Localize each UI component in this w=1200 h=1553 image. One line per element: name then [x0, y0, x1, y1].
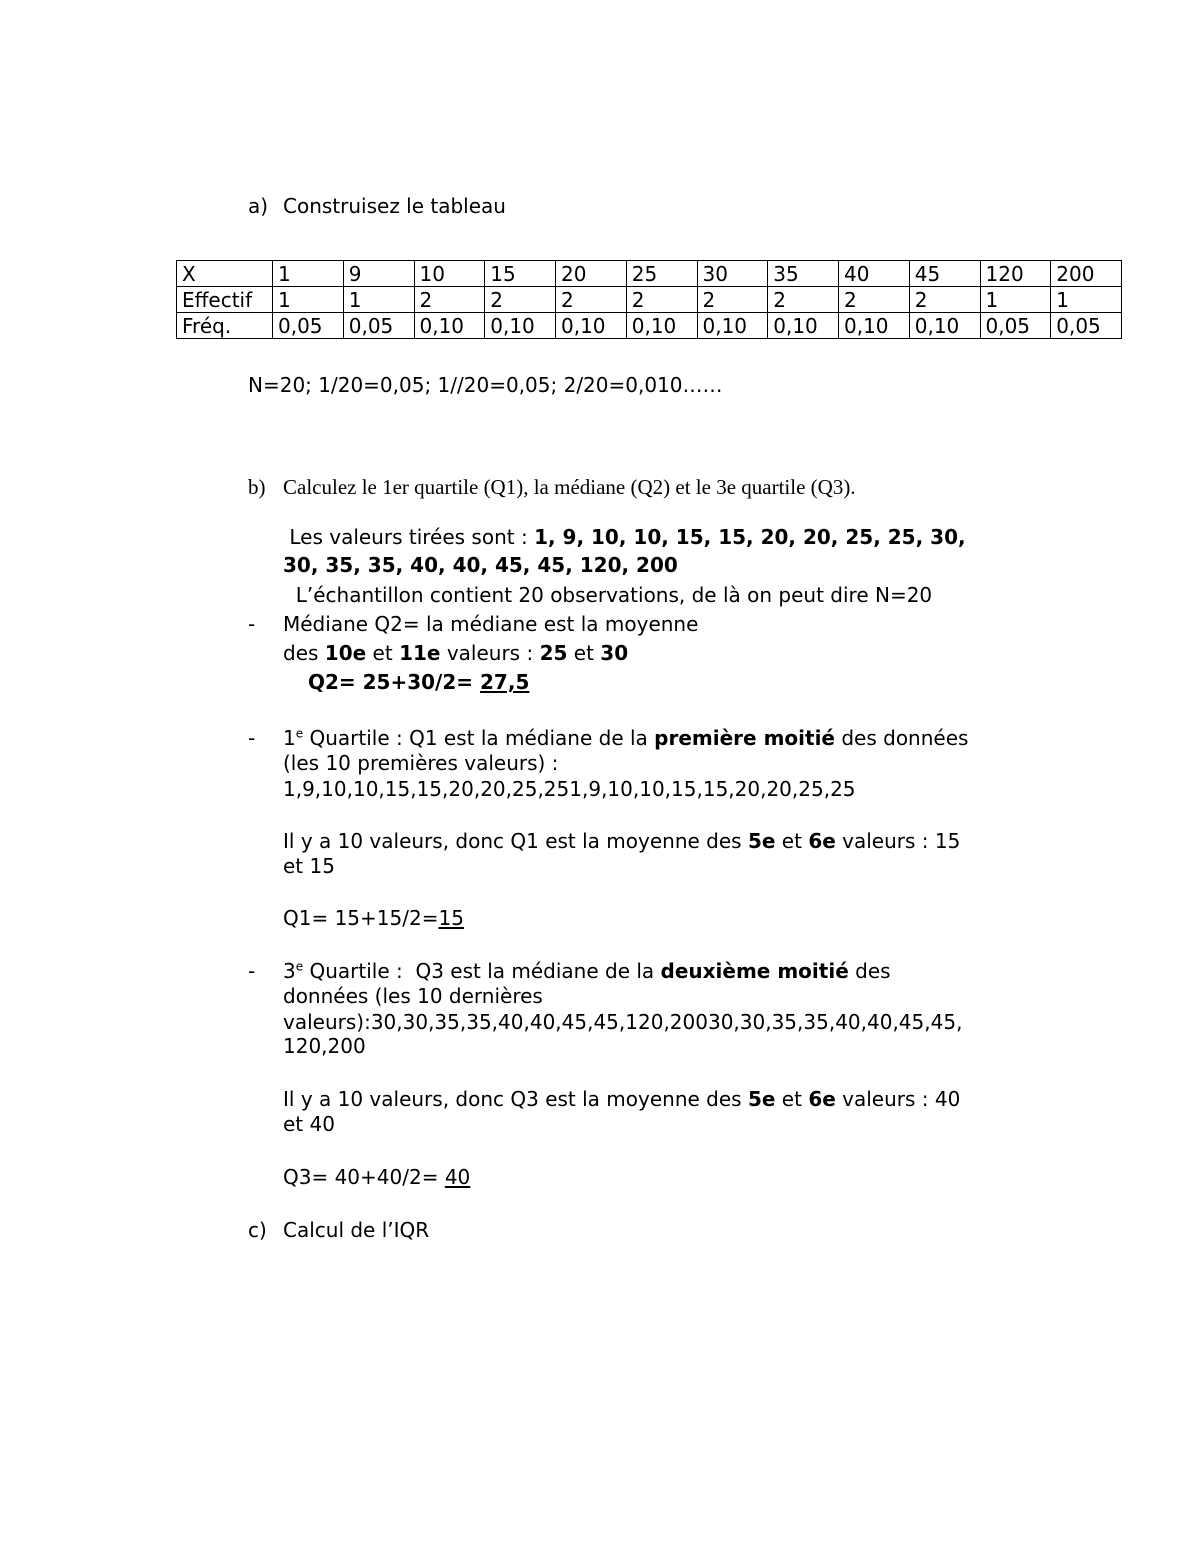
table-cell: 1	[343, 287, 414, 313]
median-bullet: -	[248, 612, 256, 636]
q3-line-2: données (les 10 dernières	[283, 984, 543, 1008]
q3-ordinal-sup: e	[295, 959, 304, 974]
part-a-label: a)	[248, 194, 269, 218]
frequency-note: N=20; 1/20=0,05; 1//20=0,05; 2/20=0,010……	[248, 373, 723, 397]
table-cell: 0,05	[1051, 313, 1122, 339]
table-cell: 0,10	[697, 313, 768, 339]
table-cell: 25	[626, 261, 697, 287]
median-value: 27,5	[480, 670, 530, 694]
q1-text: et	[775, 829, 809, 853]
frequency-table	[176, 260, 1122, 339]
q1-line-1	[283, 726, 968, 750]
values-line-2	[283, 553, 678, 577]
q3-value: 40	[444, 1165, 471, 1189]
table-cell: 9	[343, 261, 414, 287]
median-rank-10: 10e	[324, 641, 367, 665]
q1-text: des données	[834, 726, 969, 750]
values-list-2: 30, 35, 35, 40, 40, 45, 45, 120, 200	[283, 553, 678, 577]
table-cell: 200	[1051, 261, 1122, 287]
median-text: et	[567, 641, 601, 665]
q1-first-half: première moitié	[654, 726, 835, 750]
table-cell: 2	[697, 287, 768, 313]
median-value-30: 30	[600, 641, 629, 665]
table-cell: 120	[980, 261, 1051, 287]
table-cell: 1	[273, 287, 344, 313]
median-text: et	[366, 641, 400, 665]
table-cell: 1	[1051, 287, 1122, 313]
table-cell: 10	[414, 261, 485, 287]
q3-text: Il y a 10 valeurs, donc Q3 est la moyenne des	[283, 1087, 748, 1111]
row-header: Effectif	[177, 287, 273, 313]
table-cell: 45	[909, 261, 980, 287]
q3-ordinal: 3	[283, 959, 296, 983]
median-formula: Q2= 25+30/2=	[308, 670, 481, 694]
table-cell: 1	[980, 287, 1051, 313]
values-list-1: 1, 9, 10, 10, 15, 15, 20, 20, 25, 25, 30,	[534, 525, 966, 549]
table-cell: 0,10	[414, 313, 485, 339]
median-line-1: Médiane Q2= la médiane est la moyenne	[283, 612, 699, 636]
part-b-label: b)	[248, 475, 266, 499]
q1-rank-6: 6e	[808, 829, 836, 853]
table-cell: 0,05	[980, 313, 1051, 339]
q3-formula: Q3= 40+40/2=	[283, 1165, 445, 1189]
table-cell: 30	[697, 261, 768, 287]
q1-rank-5: 5e	[747, 829, 776, 853]
table-cell: 40	[839, 261, 910, 287]
q3-line-5	[283, 1087, 960, 1111]
table-cell: 0,10	[626, 313, 697, 339]
part-c-title: Calcul de l’IQR	[283, 1218, 430, 1242]
table-cell: 0,10	[909, 313, 980, 339]
q1-text: Il y a 10 valeurs, donc Q1 est la moyenne des	[283, 829, 748, 853]
table-cell: 2	[909, 287, 980, 313]
q3-result	[283, 1165, 470, 1189]
median-rank-11: 11e	[399, 641, 441, 665]
q3-text: Quartile : Q3 est la médiane de la	[303, 959, 661, 983]
median-value-25: 25	[539, 641, 568, 665]
table-cell: 2	[768, 287, 839, 313]
table-cell: 0,10	[485, 313, 556, 339]
q3-line-6: et 40	[283, 1112, 335, 1136]
part-a-title: Construisez le tableau	[283, 194, 506, 218]
q3-text: valeurs : 40	[835, 1087, 961, 1111]
q1-text: Quartile : Q1 est la médiane de la	[303, 726, 655, 750]
median-line-2	[283, 641, 628, 665]
table-cell: 0,10	[839, 313, 910, 339]
row-header: X	[177, 261, 273, 287]
q3-second-half: deuxième moitié	[660, 959, 849, 983]
table-cell: 0,10	[768, 313, 839, 339]
table-cell: 35	[768, 261, 839, 287]
q1-formula: Q1= 15+15/2=	[283, 906, 439, 930]
q3-values: valeurs):30,30,35,35,40,40,45,45,120,20030,30,35,35,40,40,45,45,	[283, 1010, 963, 1034]
table-row	[177, 261, 1122, 287]
q1-line-5: et 15	[283, 854, 335, 878]
table-cell: 1	[273, 261, 344, 287]
q1-values: 1,9,10,10,15,15,20,20,25,251,9,10,10,15,15,20,20,25,25	[283, 777, 856, 801]
q3-text: des	[848, 959, 891, 983]
q3-rank-5: 5e	[747, 1087, 776, 1111]
row-header: Fréq.	[177, 313, 273, 339]
table-cell: 0,05	[273, 313, 344, 339]
q1-bullet: -	[248, 726, 256, 750]
q1-text: valeurs : 15	[835, 829, 961, 853]
part-c-label: c)	[248, 1218, 267, 1242]
q3-bullet: -	[248, 959, 256, 983]
table-cell: 2	[414, 287, 485, 313]
q1-value: 15	[438, 906, 464, 930]
table-cell: 2	[839, 287, 910, 313]
table-cell: 2	[485, 287, 556, 313]
q1-line-4	[283, 829, 960, 853]
sample-size-line: L’échantillon contient 20 observations, de là on peut dire N=20	[283, 583, 933, 607]
median-text: valeurs :	[440, 641, 540, 665]
q1-ordinal: 1	[283, 726, 296, 750]
median-result	[308, 670, 529, 694]
values-line-1	[283, 525, 966, 549]
table-row	[177, 313, 1122, 339]
table-cell: 2	[626, 287, 697, 313]
table-cell: 15	[485, 261, 556, 287]
part-b-title: Calculez le 1er quartile (Q1), la médiane (Q2) et le 3e quartile (Q3).	[283, 475, 856, 499]
table-row	[177, 287, 1122, 313]
q3-line-1	[283, 959, 891, 983]
table-cell: 20	[556, 261, 627, 287]
table-cell: 0,05	[343, 313, 414, 339]
table-cell: 0,10	[556, 313, 627, 339]
q1-ordinal-sup: e	[295, 726, 304, 741]
q3-values-cont: 120,200	[283, 1034, 366, 1058]
q1-result	[283, 906, 464, 930]
median-text: des	[283, 641, 325, 665]
table-cell: 2	[556, 287, 627, 313]
q3-text: et	[775, 1087, 809, 1111]
q1-line-2: (les 10 premières valeurs) :	[283, 751, 559, 775]
values-intro: Les valeurs tirées sont :	[283, 525, 535, 549]
q3-rank-6: 6e	[808, 1087, 836, 1111]
